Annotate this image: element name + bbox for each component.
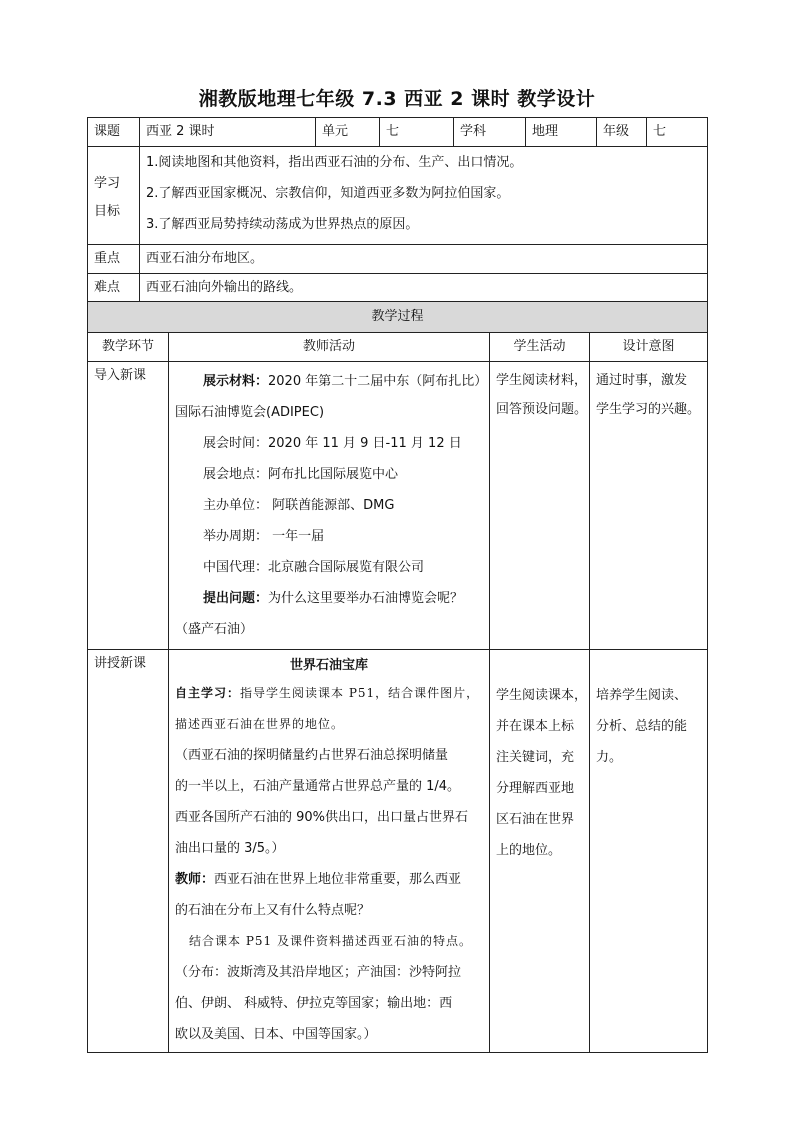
expo-detail: 中国代理：北京融合国际展览有限公司 [203, 560, 425, 575]
question-line [175, 583, 483, 614]
subject-label: 学科 [454, 118, 526, 147]
expo-detail: 主办单位： 阿联酋能源部、DMG [203, 498, 395, 513]
new-student-activity [490, 650, 590, 1053]
intent-line: 通过时事，激发 [596, 373, 688, 388]
student-line: 回答预设问题。 [496, 402, 588, 417]
question-label: 提出问题： [203, 591, 269, 606]
student-line: 并在课本上标 [496, 719, 575, 734]
goals-content [140, 147, 708, 245]
teacher-text: 西亚石油在世界上地位非常重要，那么西亚 [214, 872, 462, 887]
intent-line: 分析、总结的能 [596, 719, 688, 734]
intent-line: 力。 [596, 750, 623, 765]
expo-detail: 举办周期： 一年一届 [203, 529, 325, 544]
self-study-text: 指导学生阅读课本 P51，结合课件图片， [240, 686, 480, 700]
difficult-point-value: 西亚石油向外输出的路线。 [140, 274, 708, 303]
header-stage: 教学环节 [88, 333, 169, 362]
material-text: 2020 年第二十二届中东（阿布扎比） [268, 374, 488, 389]
goal-item: 2.了解西亚国家概况、宗教信仰，知道西亚多数为阿拉伯国家。 [146, 186, 510, 201]
process-section-row [88, 302, 708, 333]
student-line: 上的地位。 [496, 843, 562, 858]
subject-value: 地理 [526, 118, 597, 147]
intent-line: 学生学习的兴趣。 [596, 402, 701, 417]
key-point-label: 重点 [88, 245, 140, 274]
self-study-line-2: 描述西亚石油在世界的地位。 [175, 717, 345, 731]
unit-value: 七 [380, 118, 454, 147]
grade-label: 年级 [597, 118, 647, 147]
goal-item: 3.了解西亚局势持续动荡成为世界热点的原因。 [146, 217, 419, 232]
process-header-row [88, 333, 708, 362]
paragraph-line: 的一半以上，石油产量通常占世界总产量的 1/4。 [175, 779, 461, 794]
material-line [175, 366, 488, 397]
goals-row [88, 147, 708, 245]
process-section-title: 教学过程 [88, 302, 708, 333]
expo-detail: 展会时间：2020 年 11 月 9 日-11 月 12 日 [203, 436, 462, 451]
question-text: 为什么这里要举办石油博览会呢？ [268, 591, 464, 606]
header-teacher: 教师活动 [169, 333, 490, 362]
paragraph-line: 西亚各国所产石油的 90%供出口，出口量占世界石 [175, 810, 469, 825]
key-point-value: 西亚石油分布地区。 [140, 245, 708, 274]
self-study-label: 自主学习： [175, 686, 241, 700]
key-point-row [88, 245, 708, 274]
goals-label-line1: 学习 [94, 175, 121, 191]
material-line-2: 国际石油博览会(ADIPEC) [175, 405, 325, 420]
intent-line: 培养学生阅读、 [596, 688, 688, 703]
intro-teacher-activity [169, 362, 490, 650]
new-intent [590, 650, 708, 1053]
difficult-point-label: 难点 [88, 274, 140, 303]
teacher-question-line [175, 864, 483, 895]
header-intent: 设计意图 [590, 333, 708, 362]
self-study-line [175, 678, 483, 709]
lesson-info-table [87, 117, 708, 303]
intro-stage: 导入新课 [88, 362, 169, 650]
unit-label: 单元 [316, 118, 380, 147]
intro-row [88, 362, 708, 650]
intro-student-activity [490, 362, 590, 650]
answer-line: 欧以及美国、日本、中国等国家。） [175, 1027, 377, 1042]
teacher-question-line-2: 的石油在分布上又有什么特点呢？ [175, 903, 371, 918]
topic-label: 课题 [88, 118, 140, 147]
page-title: 湘教版地理七年级 7.3 西亚 2 课时 教学设计 [198, 88, 596, 110]
student-line: 区石油在世界 [496, 812, 575, 827]
question-answer: （盛产石油） [175, 622, 254, 637]
paragraph-line: （西亚石油的探明储量约占世界石油总探明储量 [175, 748, 449, 763]
grade-value: 七 [647, 118, 708, 147]
difficult-point-row [88, 274, 708, 303]
answer-line: （分布：波斯湾及其沿岸地区；产油国：沙特阿拉 [175, 965, 462, 980]
new-stage: 讲授新课 [88, 650, 169, 1053]
new-lesson-row [88, 650, 708, 1053]
teacher-label: 教师： [175, 872, 215, 887]
student-line: 学生阅读课本， [496, 688, 588, 703]
goals-label [88, 147, 140, 245]
topic-value: 西亚 2 课时 [140, 118, 316, 147]
student-line: 注关键词，充 [496, 750, 575, 765]
expo-detail: 展会地点：阿布扎比国际展览中心 [203, 467, 399, 482]
intro-intent [590, 362, 708, 650]
paragraph-line: 油出口量的 3/5。） [175, 841, 285, 856]
info-row [88, 118, 708, 147]
section-heading: 世界石油宝库 [289, 658, 368, 673]
goal-item: 1.阅读地图和其他资料，指出西亚石油的分布、生产、出口情况。 [146, 155, 523, 170]
goals-label-line2: 目标 [94, 203, 121, 219]
material-label: 展示材料： [203, 374, 269, 389]
answer-line: 伯、伊朗、 科威特、伊拉克等国家；输出地：西 [175, 996, 453, 1011]
process-table [87, 301, 708, 1053]
student-line: 学生阅读材料， [496, 373, 588, 388]
new-teacher-activity [169, 650, 490, 1053]
task-line: 结合课本 P51 及课件资料描述西亚石油的特点。 [189, 934, 472, 948]
student-line: 分理解西亚地 [496, 781, 575, 796]
header-student: 学生活动 [490, 333, 590, 362]
